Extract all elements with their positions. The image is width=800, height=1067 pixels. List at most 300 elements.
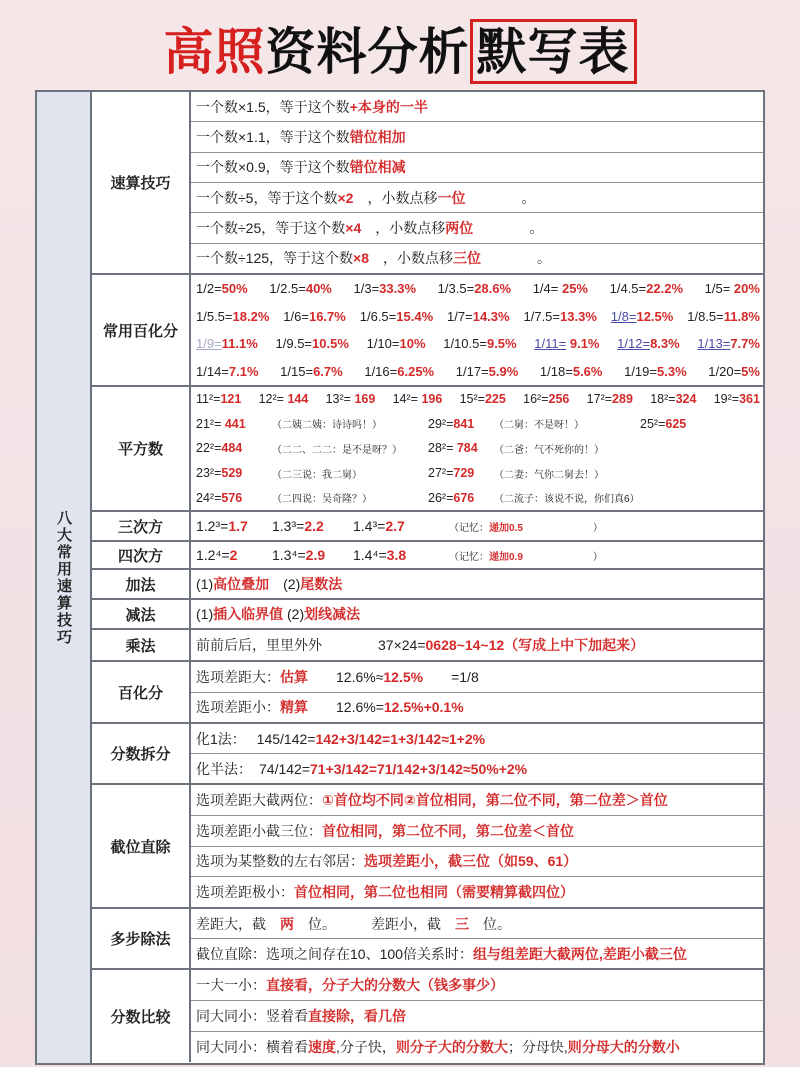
content-cell	[196, 248, 551, 268]
row-category: 截位直除	[92, 785, 191, 907]
content-cell	[272, 466, 422, 481]
text-segment: 1/18=	[539, 363, 573, 379]
row-content	[191, 570, 763, 598]
highlight-text: 484	[221, 441, 243, 456]
text-segment: 同大同小：竖着看	[196, 1008, 308, 1024]
content-cell	[360, 309, 433, 324]
text-segment: 位。	[469, 915, 511, 932]
highlight-text: 144	[287, 392, 309, 407]
highlight-text: 11.1%	[221, 336, 258, 352]
content-cell	[326, 392, 376, 406]
content-line	[191, 724, 763, 754]
text-segment: 1/7=	[447, 308, 473, 324]
content-cell	[443, 336, 516, 351]
text-segment: 1/6=	[283, 308, 309, 324]
highlight-text: 28.6%	[474, 281, 512, 297]
text-segment: 1/3.5=	[437, 281, 475, 297]
row-content	[191, 909, 763, 968]
table-row	[92, 970, 763, 1062]
text-segment: （二姨二姨：诗诗吗！）	[272, 420, 382, 432]
highlight-text: 289	[612, 392, 633, 407]
highlight-text: 256	[548, 392, 570, 407]
text-segment: 28²=	[428, 441, 457, 456]
content-cell	[196, 218, 543, 238]
content-cell	[196, 157, 406, 177]
highlight-text: 25%	[561, 281, 588, 297]
text-segment: 。	[481, 250, 552, 267]
table-row	[92, 600, 763, 630]
highlight-text: 首位相同，第二位不同，第二位差＜首位	[322, 822, 574, 839]
table-row	[92, 387, 763, 512]
content-cell	[196, 759, 527, 779]
text-segment: 一个数×1.5，等于这个数	[196, 98, 350, 115]
table-row	[92, 92, 763, 275]
table-row	[92, 909, 763, 970]
title-part-3-boxed: 默写表	[470, 19, 637, 84]
content-cell	[534, 336, 599, 351]
text-segment: (1)	[196, 576, 214, 592]
content-cell	[196, 417, 266, 431]
content-cell	[456, 364, 519, 379]
content-line	[191, 816, 763, 847]
highlight-text: 576	[221, 490, 243, 505]
content-cell	[196, 821, 574, 841]
row-category: 平方数	[92, 387, 191, 510]
text-segment: 一个数÷5，等于这个数	[196, 189, 338, 206]
text-segment: 选项差距小截三位：	[196, 822, 322, 839]
content-cell	[196, 97, 428, 117]
content-cell	[196, 1037, 680, 1057]
text-segment: 1/3=	[353, 281, 380, 297]
text-segment: 一个数×1.1，等于这个数	[196, 128, 350, 145]
content-cell	[196, 697, 464, 717]
highlight-text: 841	[453, 416, 475, 431]
text-segment: 23²=	[196, 466, 222, 481]
highlight-text: 13.3%	[560, 308, 597, 324]
row-content	[191, 92, 763, 273]
highlight-text: 高位叠加	[213, 576, 270, 592]
text-segment: 1/16=	[364, 363, 398, 379]
highlight-text: 插入临界值	[213, 606, 284, 622]
text-segment: 1/8=	[610, 308, 637, 324]
row-content	[191, 512, 763, 540]
title-part-1: 高照	[163, 22, 266, 81]
content-cell	[196, 518, 266, 534]
content-cell	[640, 417, 686, 431]
table-row	[92, 542, 763, 570]
content-cell	[269, 281, 332, 296]
content-cell	[705, 281, 760, 296]
content-cell	[272, 518, 347, 534]
text-segment: 一个数÷125，等于这个数	[196, 250, 354, 267]
highlight-text: 2.7	[385, 518, 405, 534]
content-cell	[533, 281, 588, 296]
highlight-text: 12.5%+0.1%	[383, 699, 464, 716]
text-segment: (2)	[283, 606, 305, 622]
row-category: 常用百化分	[92, 275, 191, 385]
text-segment: 选项差距大截两位：	[196, 791, 322, 808]
highlight-text: 三	[455, 915, 469, 932]
content-cell	[624, 364, 687, 379]
text-segment: 1/15=	[280, 363, 314, 379]
highlight-text: 10%	[399, 336, 426, 352]
content-line	[191, 122, 763, 152]
content-line	[191, 412, 763, 437]
content-cell	[449, 547, 603, 563]
row-content	[191, 387, 763, 510]
highlight-text: 三位	[453, 250, 482, 267]
content-cell	[196, 441, 266, 455]
content-cell	[196, 392, 241, 406]
highlight-text: +本身的一半	[349, 98, 428, 115]
text-segment: 1/19=	[624, 363, 657, 379]
content-line	[191, 183, 763, 213]
row-category: 百化分	[92, 662, 191, 722]
content-cell	[196, 729, 485, 749]
text-segment: 1.3³=	[272, 518, 305, 534]
text-segment: 14²=	[392, 392, 422, 407]
text-segment: 12.6%≈	[308, 668, 384, 685]
content-cell	[428, 491, 488, 505]
text-segment: 选项差距小：	[196, 699, 280, 716]
highlight-text: 则分母大的分数小	[567, 1039, 680, 1055]
row-content	[191, 275, 763, 385]
text-segment: （二四说：吴奇隆？）	[272, 494, 372, 506]
content-cell	[196, 336, 258, 351]
text-segment: 1/4=	[532, 281, 562, 297]
content-line	[191, 358, 763, 386]
table-row	[92, 512, 763, 542]
highlight-text: 15.4%	[396, 308, 434, 324]
row-content	[191, 724, 763, 783]
content-cell	[611, 309, 674, 324]
content-cell	[196, 574, 342, 594]
highlight-text: 两	[280, 915, 294, 932]
highlight-text: 5.9%	[488, 363, 519, 379]
text-segment: 1.4³=	[353, 518, 386, 534]
row-category: 三次方	[92, 512, 191, 540]
content-cell	[428, 417, 488, 431]
text-segment: 化半法： 74/142=	[196, 760, 310, 777]
row-content	[191, 662, 763, 722]
text-segment: 1/9.5=	[275, 336, 313, 352]
highlight-text: 0628~14~12（写成上中下加起来）	[425, 637, 645, 653]
text-segment: =1/8	[423, 668, 479, 685]
text-segment: 24²=	[196, 490, 222, 505]
content-cell	[353, 518, 443, 534]
content-line	[191, 785, 763, 816]
title-part-2: 资料分析	[265, 22, 470, 81]
content-cell	[587, 392, 633, 406]
text-segment: 21²=	[196, 416, 225, 431]
highlight-text: 12.5%	[383, 668, 424, 685]
text-segment: 16²=	[523, 392, 549, 407]
content-cell	[280, 364, 343, 379]
content-cell	[196, 127, 406, 147]
highlight-text: 5%	[741, 363, 760, 379]
content-cell	[272, 547, 347, 563]
row-category: 乘法	[92, 630, 191, 660]
content-cell	[283, 309, 346, 324]
text-segment: 12.6%=	[308, 699, 384, 716]
content-cell	[196, 667, 479, 687]
highlight-text: 递加0.5	[489, 523, 523, 534]
content-line	[191, 847, 763, 878]
cheat-sheet-table	[35, 90, 765, 1065]
highlight-text: 121	[220, 392, 242, 407]
text-segment: ）	[522, 552, 603, 563]
content-line	[191, 1032, 763, 1062]
text-segment: （二妻：气你二舅去！）	[494, 469, 604, 481]
page-title	[0, 12, 800, 84]
highlight-text: 7.1%	[228, 363, 259, 379]
highlight-text: 142+3/142=1+3/142≈1+2%	[315, 730, 486, 747]
content-line	[191, 436, 763, 461]
text-segment: 选项差距极小：	[196, 884, 294, 901]
highlight-text: 529	[221, 466, 243, 481]
highlight-text: 5.3%	[657, 363, 687, 379]
content-cell	[617, 336, 680, 351]
text-segment: 1/12=	[617, 336, 651, 352]
highlight-text: 784	[456, 441, 478, 456]
content-line	[191, 275, 763, 303]
content-line	[191, 153, 763, 183]
content-cell	[494, 490, 640, 505]
content-cell	[460, 392, 506, 406]
text-segment: 1/17=	[455, 363, 489, 379]
content-cell	[196, 1006, 406, 1026]
text-segment: 化1法： 145/142=	[196, 730, 316, 747]
highlight-text: 40%	[305, 281, 332, 297]
highlight-text: 14.3%	[472, 308, 510, 324]
highlight-text: 169	[354, 392, 376, 407]
content-line	[191, 1001, 763, 1032]
highlight-text: 组与组差距大截两位,差距小截三位	[472, 945, 687, 962]
text-segment: 19²=	[713, 392, 740, 407]
content-cell	[697, 336, 760, 351]
row-category: 减法	[92, 600, 191, 628]
content-line	[191, 461, 763, 486]
text-segment: 1/5=	[704, 281, 734, 297]
content-line	[191, 512, 763, 540]
content-line	[191, 909, 763, 939]
highlight-text: 尾数法	[300, 576, 343, 592]
highlight-text: 8.3%	[650, 336, 680, 352]
side-label: 八大常用速算技巧	[55, 509, 72, 646]
text-segment: 15²=	[459, 392, 485, 407]
highlight-text: 直接除，看几倍	[308, 1008, 406, 1024]
text-segment: 1.2³=	[196, 518, 229, 534]
text-segment: ，小数点移	[353, 189, 438, 206]
highlight-text: 选项差距小，截三位（如59、61）	[364, 853, 578, 870]
text-segment: 13²=	[325, 392, 355, 407]
highlight-text: 一位	[437, 189, 466, 206]
text-segment: 11²=	[196, 392, 221, 407]
highlight-text: 625	[665, 416, 687, 431]
table-row	[92, 662, 763, 724]
content-cell	[272, 441, 422, 456]
text-segment: 1/7.5=	[523, 308, 561, 324]
content-cell	[524, 309, 597, 324]
row-category: 四次方	[92, 542, 191, 568]
text-segment: ；分母快,	[507, 1039, 568, 1055]
text-segment: 29²=	[428, 416, 454, 431]
text-segment: 1/13=	[697, 336, 731, 352]
content-cell	[447, 309, 510, 324]
text-segment: （二流子：该说不说，你们真6）	[494, 494, 640, 506]
highlight-text: 22.2%	[646, 281, 684, 297]
text-segment: 截位直除：选项之间存在10、100倍关系时：	[196, 945, 473, 962]
highlight-text: 10.5%	[312, 336, 349, 352]
highlight-text: 精算	[280, 699, 308, 716]
highlight-text: 18.2%	[232, 308, 270, 324]
content-line	[191, 213, 763, 243]
row-content	[191, 600, 763, 628]
text-segment: (1)	[196, 606, 214, 622]
highlight-text: ×2	[337, 189, 354, 206]
content-cell	[196, 975, 504, 995]
table-row	[92, 785, 763, 909]
content-cell	[708, 364, 760, 379]
text-segment: 一个数÷25，等于这个数	[196, 219, 346, 236]
text-segment: 25²=	[640, 416, 666, 431]
content-line	[191, 330, 763, 358]
content-line	[191, 754, 763, 783]
highlight-text: ×4	[345, 219, 362, 236]
content-cell	[272, 490, 422, 505]
row-content	[191, 970, 763, 1062]
highlight-text: 7.7%	[730, 336, 760, 352]
text-segment: （二三说：我二舅）	[272, 469, 362, 481]
highlight-text: 9.1%	[566, 336, 600, 352]
content-cell	[714, 392, 760, 406]
row-content	[191, 785, 763, 907]
text-segment: 26²=	[428, 490, 454, 505]
text-segment: 1/11=	[534, 336, 567, 352]
content-cell	[196, 882, 574, 902]
content-cell	[276, 336, 349, 351]
highlight-text: 12.5%	[636, 308, 674, 324]
text-segment: 1/20=	[708, 363, 742, 379]
row-content	[191, 542, 763, 568]
row-category: 多步除法	[92, 909, 191, 968]
highlight-text: 50%	[221, 281, 248, 297]
content-line	[191, 542, 763, 568]
content-cell	[196, 851, 577, 871]
highlight-text: 676	[453, 490, 475, 505]
content-line	[191, 244, 763, 273]
row-category: 加法	[92, 570, 191, 598]
content-line	[191, 970, 763, 1001]
text-segment: ，小数点移	[369, 250, 454, 267]
highlight-text: 2.9	[305, 547, 326, 563]
text-segment: 选项为某整数的左右邻居：	[196, 853, 364, 870]
content-cell	[196, 547, 266, 563]
text-segment: 1/5.5=	[196, 308, 233, 324]
content-cell	[272, 416, 422, 431]
content-cell	[438, 281, 511, 296]
text-segment: 同大同小：横着看	[196, 1039, 308, 1055]
highlight-text: 直接看，分子大的分数大（钱多事少）	[266, 977, 504, 993]
text-segment: 1/10.5=	[443, 336, 487, 352]
content-cell	[259, 392, 309, 406]
text-segment: ，小数点移	[361, 219, 446, 236]
text-segment: 选项差距大：	[196, 668, 280, 685]
content-cell	[196, 914, 511, 934]
highlight-text: 6.25%	[397, 363, 435, 379]
content-cell	[428, 441, 488, 455]
content-cell	[196, 309, 269, 324]
highlight-text: 错位相加	[349, 128, 406, 145]
content-cell	[196, 281, 248, 296]
content-cell	[449, 518, 603, 534]
highlight-text: 错位相减	[349, 159, 406, 176]
highlight-text: 划线减法	[304, 606, 361, 622]
text-segment: 1.3⁴=	[272, 547, 306, 563]
content-line	[191, 939, 763, 968]
text-segment: 1/8.5=	[687, 308, 724, 324]
text-segment: 1.4⁴=	[353, 547, 387, 563]
content-cell	[196, 188, 535, 208]
text-segment: （记忆：	[449, 523, 489, 534]
text-segment: （二爸：气不死你的！）	[494, 444, 604, 456]
content-cell	[540, 364, 603, 379]
content-cell	[367, 336, 426, 351]
highlight-text: 2.2	[304, 518, 324, 534]
text-segment: 1/9=	[196, 336, 222, 352]
content-cell	[494, 441, 634, 456]
highlight-text: 两位	[445, 219, 474, 236]
text-segment: 1/6.5=	[359, 308, 397, 324]
text-segment: （记忆：	[449, 552, 489, 563]
highlight-text: 则分子大的分数大	[395, 1039, 508, 1055]
text-segment: ,分子快，	[336, 1039, 396, 1055]
content-cell	[650, 392, 696, 406]
highlight-text: 首位相同，第二位也相同（需要精算截四位）	[294, 884, 574, 901]
text-segment: (2)	[269, 576, 301, 592]
highlight-text: ×8	[353, 250, 370, 267]
content-cell	[353, 547, 443, 563]
text-segment: 。	[465, 189, 536, 206]
content-cell	[196, 604, 360, 624]
row-category: 速算技巧	[92, 92, 191, 273]
text-segment: 17²=	[586, 392, 613, 407]
highlight-text: 441	[224, 416, 246, 431]
content-line	[191, 303, 763, 331]
text-segment: 27²=	[428, 466, 454, 481]
table-row	[92, 275, 763, 387]
text-segment: 一个数×0.9，等于这个数	[196, 159, 350, 176]
text-segment: 1/4.5=	[609, 281, 647, 297]
highlight-text: 71+3/142=71/142+3/142≈50%+2%	[310, 760, 528, 777]
table-rows	[92, 92, 763, 1063]
highlight-text: 5.6%	[572, 363, 603, 379]
table-row	[92, 724, 763, 785]
text-segment: 位。 差距小，截	[294, 915, 455, 932]
content-cell	[196, 635, 644, 655]
highlight-text: 速度	[308, 1039, 336, 1055]
highlight-text: 324	[675, 392, 697, 407]
text-segment: ）	[522, 523, 603, 534]
content-line	[191, 485, 763, 510]
content-cell	[428, 466, 488, 480]
content-line	[191, 877, 763, 907]
highlight-text: ①首位均不同②首位相同，第二位不同，第二位差＞首位	[322, 791, 668, 808]
text-segment: 1.2⁴=	[196, 547, 230, 563]
table-row	[92, 570, 763, 600]
side-label-column	[37, 92, 92, 1063]
content-line	[191, 662, 763, 693]
